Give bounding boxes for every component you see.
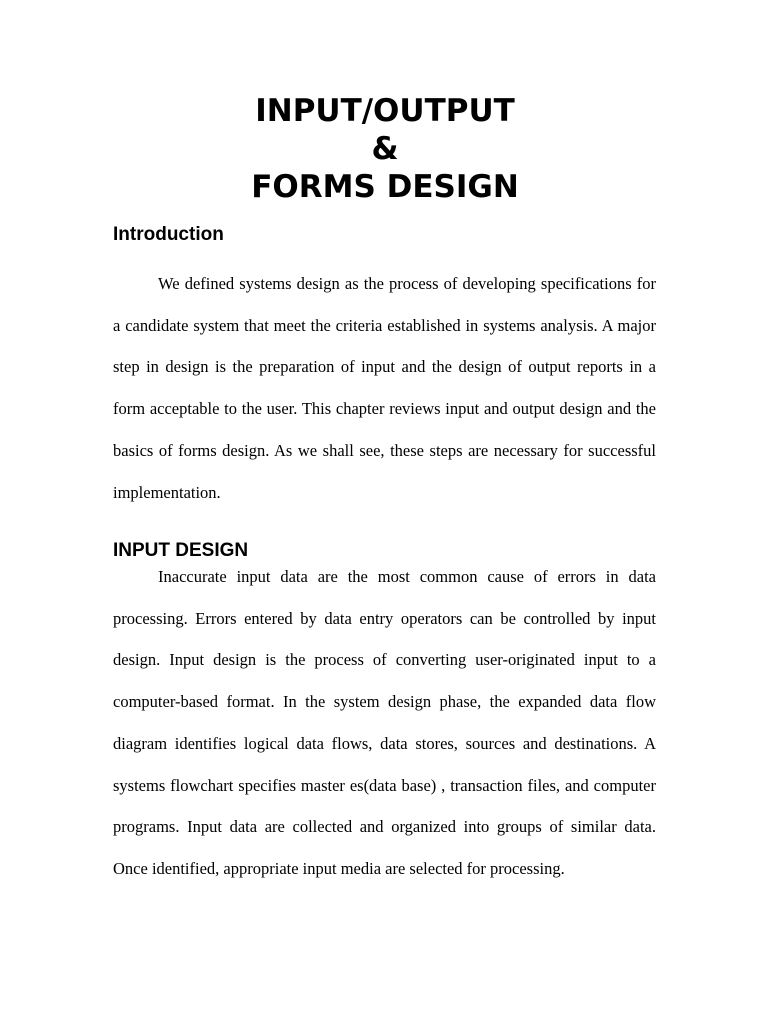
document-title bbox=[0, 92, 770, 206]
introduction-paragraph: We defined systems design as the process of developing specifications for a candidate system that meet the criteria established in systems analysis. A major step in design is the preparation of input and the design of output reports in a form acceptable to the user. This chapter reviews input and output design and the basics of forms design. As we shall see, these steps are necessary for successful implementation. bbox=[113, 274, 656, 502]
input-design-paragraph: Inaccurate input data are the most common cause of errors in data processing. Errors entered by data entry operators can be controlled by input design. Input design is the process of converting user-originated input to a computer-based format. In the system design phase, the expanded data flow diagram identifies logical data flows, data stores, sources and destinations. A systems flowchart specifies master es(data base) , transaction files, and computer programs. Input data are collected and organized into groups of similar data. Once identified, appropriate input media are selected for processing. bbox=[113, 567, 656, 878]
title-line-2: & bbox=[371, 131, 399, 167]
title-line-3: FORMS DESIGN bbox=[251, 169, 519, 205]
input-design-heading: INPUT DESIGN bbox=[113, 540, 249, 561]
introduction-heading: Introduction bbox=[113, 224, 224, 245]
title-line-1: INPUT/OUTPUT bbox=[255, 93, 515, 129]
